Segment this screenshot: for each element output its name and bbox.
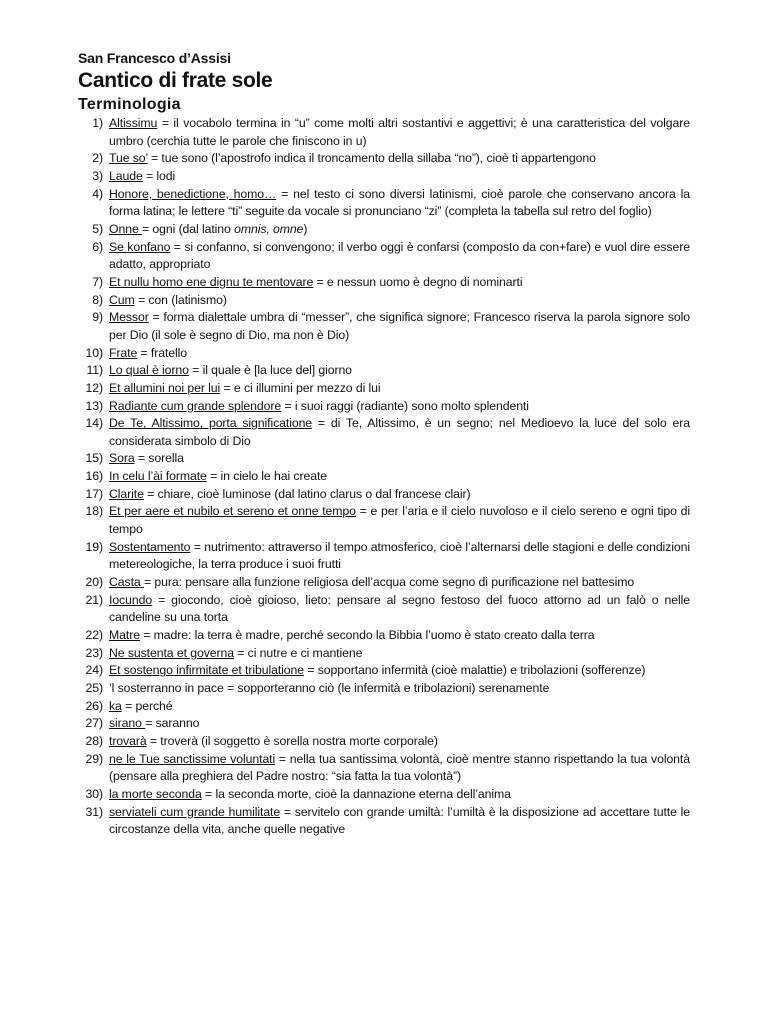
item-term: Ne sustenta et governa <box>109 645 234 660</box>
item-term: Casta <box>109 575 144 590</box>
item-definition: = i suoi raggi (radiante) sono molto splendenti <box>281 398 529 413</box>
item-number: 13) <box>85 398 103 413</box>
item-definition: = giocondo, cioè gioioso, lieto: pensare al segno festoso del fuoco attorno ad un falò o nelle candeline su una torta <box>109 592 690 625</box>
item-number: 12) <box>85 380 103 395</box>
list-item <box>78 239 690 274</box>
item-definition: = nel testo ci sono diversi latinismi, cioè parole che conservano ancora la forma latina; le lettere “ti” seguite da vocale si pronunciano “zi” (completa la tabella sul retro del foglio) <box>109 186 690 219</box>
item-definition: = tue sono (l’apostrofo indica il troncamento della sillaba “no”), cioè ti appartengono <box>147 151 596 166</box>
item-term: trovarà <box>109 733 147 748</box>
list-item <box>78 574 690 592</box>
item-number: 16) <box>85 469 103 484</box>
list-item <box>78 115 690 150</box>
item-number: 6) <box>92 239 103 254</box>
item-definition: = la seconda morte, cioè la dannazione eterna dell’anima <box>201 786 511 801</box>
item-definition-end: ) <box>303 221 308 236</box>
list-item <box>78 751 690 786</box>
item-term: Se konfano <box>109 239 171 254</box>
item-number: 28) <box>85 733 103 748</box>
terminology-list <box>78 115 690 839</box>
item-definition: = con (latinismo) <box>134 292 227 307</box>
item-term: sirano <box>109 716 146 731</box>
item-definition: = nella tua santissima volontà, cioè mentre stanno rispettando la tua volontà (pensare alla preghiera del Padre nostro: “sia fatta la tua volontà”) <box>109 751 690 784</box>
item-definition: = saranno <box>145 716 200 731</box>
page-title: Cantico di frate sole <box>78 69 273 92</box>
item-term: Et nullu homo ene dignu te mentovare <box>109 274 314 289</box>
item-term: Iocundo <box>109 592 153 607</box>
item-definition: ’l sosterranno in pace = sopporteranno ciò (le infermità e tribolazioni) serenamente <box>109 681 550 695</box>
item-number: 14) <box>85 416 103 431</box>
list-item <box>78 292 690 310</box>
list-item <box>78 450 690 468</box>
item-definition: = chiare, cioè luminose (dal latino clarus o dal francese clair) <box>143 486 471 501</box>
list-item <box>78 486 690 504</box>
item-definition: = si confanno, si convengono; il verbo oggi è confarsi (composto da con+fare) e vuol dire essere adatto, appropriato <box>109 239 690 272</box>
list-item <box>78 150 690 168</box>
list-item <box>78 733 690 751</box>
list-item <box>78 645 690 663</box>
item-definition: = in cielo le hai create <box>206 469 327 484</box>
item-term: serviateli cum grande humilitate <box>109 804 281 819</box>
list-item <box>78 503 690 538</box>
list-item <box>78 592 690 627</box>
item-definition: = nutrimento: attraverso il tempo atmosferico, cioè l’alternarsi delle stagioni e delle condizioni metereologiche, la terra produce i suoi frutti <box>109 539 690 572</box>
list-item <box>78 168 690 186</box>
item-number: 27) <box>85 716 103 731</box>
item-term: Cum <box>109 292 135 307</box>
item-term: Onne <box>109 221 142 236</box>
list-item <box>78 362 690 380</box>
item-term: Et allumini noi per lui <box>109 380 221 395</box>
item-number: 5) <box>92 221 103 236</box>
item-term: ne le Tue sanctissime voluntati <box>109 751 276 766</box>
item-number: 7) <box>92 274 103 289</box>
item-number: 9) <box>92 310 103 325</box>
list-item <box>78 309 690 344</box>
item-definition: = di Te, Altissimo, è un segno; nel Medioevo la luce del solo era considerata simbolo di Dio <box>109 416 690 448</box>
list-item <box>78 698 690 716</box>
author-heading: San Francesco d’Assisi <box>78 50 231 66</box>
item-latin-emphasis: omnis, omne <box>234 221 304 236</box>
item-definition: = ogni (dal latino <box>142 221 235 236</box>
item-definition: = fratello <box>137 345 188 360</box>
item-term: Sora <box>109 451 135 466</box>
item-number: 31) <box>85 804 103 819</box>
item-term: Tue so’ <box>109 151 148 166</box>
item-definition: = il vocabolo termina in “u” come molti altri sostantivi e aggettivi; è una caratteristica del volgare umbro (cerchia tutte le parole che finiscono in u) <box>109 116 690 148</box>
item-number: 25) <box>85 681 103 695</box>
item-definition: = madre: la terra è madre, perché secondo la Bibbia l’uomo è stato creato dalla terra <box>139 628 595 643</box>
list-item <box>78 415 690 450</box>
item-definition: = perché <box>121 698 173 713</box>
item-definition: = e nessun uomo è degno di nominarti <box>313 274 523 289</box>
list-item <box>78 715 690 733</box>
item-number: 3) <box>92 168 103 183</box>
section-heading: Terminologia <box>78 96 181 113</box>
item-term: Radiante cum grande splendore <box>109 398 282 413</box>
item-number: 11) <box>86 363 103 378</box>
item-number: 30) <box>85 786 103 801</box>
item-number: 1) <box>92 116 103 130</box>
item-number: 29) <box>85 751 103 766</box>
item-number: 19) <box>85 539 103 554</box>
item-definition: = e per l’aria e il cielo nuvoloso e il cielo sereno e ogni tipo di tempo <box>109 504 690 537</box>
item-definition: = e ci illumini per mezzo di lui <box>220 380 381 395</box>
item-number: 24) <box>85 663 103 678</box>
item-definition: = pura: pensare alla funzione religiosa dell’acqua come segno di purificazione nel battesimo <box>143 575 635 590</box>
list-item <box>78 680 690 698</box>
item-term: De Te, Altissimo, porta significatione <box>109 416 313 431</box>
item-definition: = ci nutre e ci mantiene <box>233 645 363 660</box>
list-item <box>78 539 690 574</box>
list-item <box>78 345 690 363</box>
list-item <box>78 221 690 239</box>
item-term: Altissimu <box>109 116 158 130</box>
document-page <box>78 50 690 839</box>
item-number: 20) <box>85 575 103 590</box>
item-definition: = servitelo con grande umiltà: l’umiltà è la disposizione ad accettare tutte le circostanze della vita, anche quelle negative <box>109 804 690 837</box>
list-item <box>78 380 690 398</box>
item-term: Frate <box>109 345 138 360</box>
item-term: Honore, benedictione, homo… <box>109 186 277 201</box>
list-item <box>78 662 690 680</box>
item-term: Sostentamento <box>109 539 191 554</box>
item-term: Lo qual è iorno <box>109 363 189 378</box>
item-number: 2) <box>92 151 103 166</box>
list-item <box>78 627 690 645</box>
item-term: Et per aere et nubilo et sereno et onne tempo <box>109 504 356 519</box>
list-item <box>78 468 690 486</box>
list-item <box>78 274 690 292</box>
item-term: Clarite <box>109 486 144 501</box>
item-number: 26) <box>85 698 103 713</box>
item-term: la morte seconda <box>109 786 202 801</box>
item-term: ka <box>109 698 122 713</box>
item-term: Et sostengo infirmitate et tribulatione <box>109 663 305 678</box>
item-term: Laude <box>109 168 143 183</box>
list-item <box>78 186 690 221</box>
item-definition: = troverà (il soggetto è sorella nostra morte corporale) <box>146 733 438 748</box>
item-number: 15) <box>85 451 103 466</box>
item-definition: = forma dialettale umbra di “messer”, che significa signore; Francesco riserva la parola signore solo per Dio (il sole è segno di Dio, ma non è Dio) <box>109 310 690 342</box>
item-number: 21) <box>85 592 103 607</box>
item-number: 10) <box>85 345 103 360</box>
item-number: 17) <box>85 486 103 501</box>
item-number: 8) <box>92 292 103 307</box>
item-number: 18) <box>85 504 103 519</box>
item-number: 23) <box>85 645 103 660</box>
item-definition: = il quale è [la luce del] giorno <box>188 363 352 378</box>
list-item <box>78 804 690 839</box>
item-term: Messor <box>109 310 149 325</box>
item-definition: = sopportano infermità (cioè malattie) e tribolazioni (sofferenze) <box>304 663 646 678</box>
list-item <box>78 398 690 416</box>
item-term: In celu l’ài formate <box>109 469 207 484</box>
item-definition: = lodi <box>142 168 176 183</box>
item-definition: = sorella <box>134 451 184 466</box>
item-number: 22) <box>85 628 103 643</box>
item-number: 4) <box>92 186 103 201</box>
list-item <box>78 786 690 804</box>
item-term: Matre <box>109 628 140 643</box>
